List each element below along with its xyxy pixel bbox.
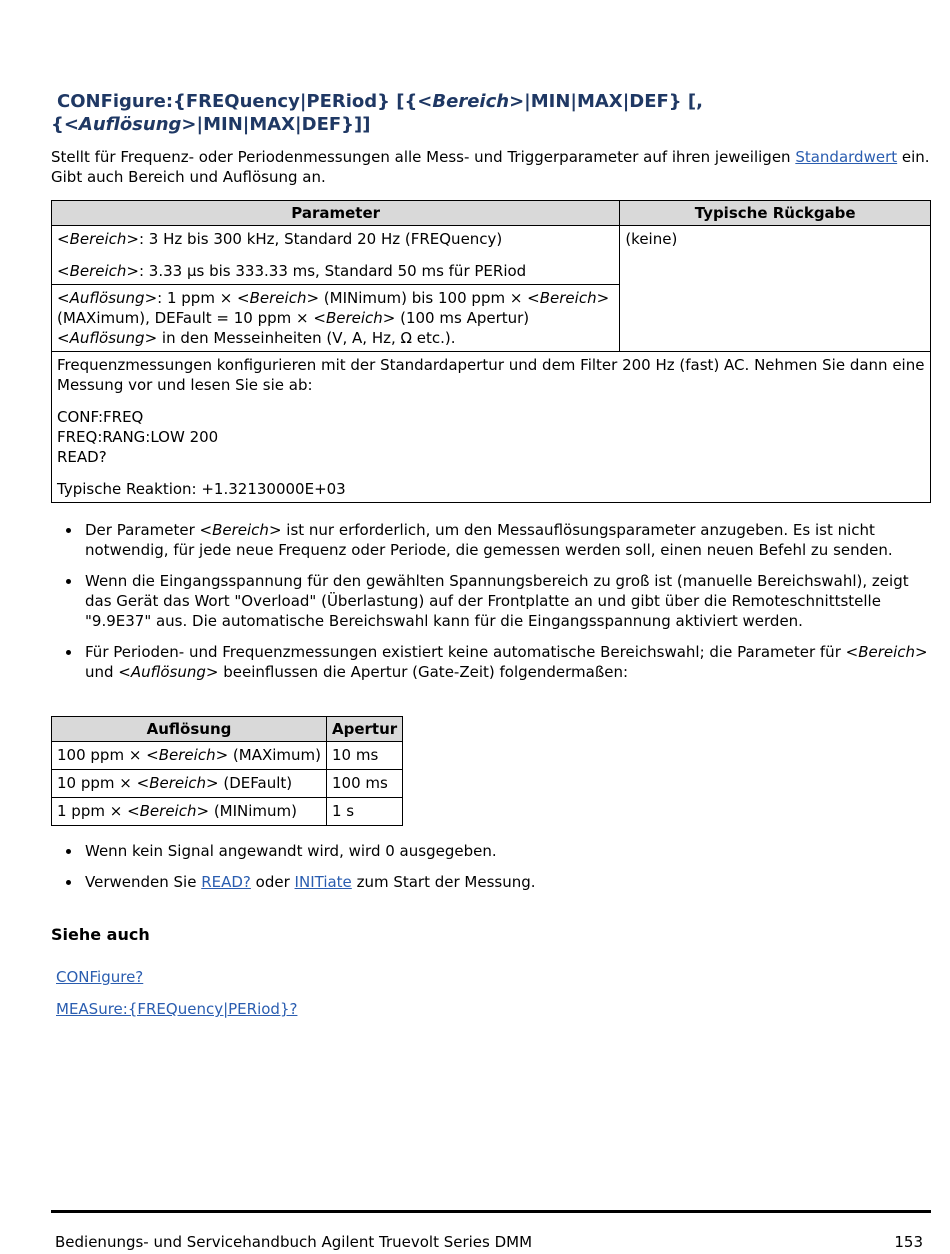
list-item: Wenn kein Signal angewandt wird, wird 0 ausgegeben. [51,841,931,861]
command-title [51,90,931,136]
list-item: Verwenden Sie READ? oder INITiate zum Start der Messung. [51,872,931,892]
initiate-link[interactable]: INITiate [294,873,352,891]
aperture-table [51,716,403,826]
header-parameter: Parameter [52,201,620,226]
resolution-cell: 1 ppm × <Bereich> (MINimum) [52,798,327,826]
table-row [52,770,403,798]
list-item: Der Parameter <Bereich> ist nur erforderlich, um den Messauflösungsparameter anzugeben. Es ist nicht notwendig, für jede neue Frequenz oder Periode, die gemessen werden soll, einen neuen Befehl zu senden. [51,520,931,560]
list-item: Für Perioden- und Frequenzmessungen existiert keine automatische Bereichswahl; die Parameter für <Bereich> und <Auflösung> beeinflussen die Apertur (Gate-Zeit) folgendermaßen: [51,642,931,682]
table-row [52,742,403,770]
aufloesung-cell: <Auflösung>: 1 ppm × <Bereich> (MINimum) bis 100 ppm × <Bereich> (MAXimum), DEFault = 10 ppm × <Bereich> (100 ms Apertur) <Auflösung> in den Messeinheiten (V, A, Hz, Ω etc.). [52,285,620,352]
notes-list [51,841,931,903]
bereich-frequency-text: <Bereich>: 3 Hz bis 300 kHz, Standard 20 Hz (FREQuency) [57,230,503,248]
typical-response: Typische Reaktion: +1.32130000E+03 [57,480,346,498]
see-also-heading: Siehe auch [51,925,150,944]
example-code [57,407,925,467]
code-line: FREQ:RANG:LOW 200 [57,428,219,446]
resolution-cell: 10 ppm × <Bereich> (DEFault) [52,770,327,798]
bereich-period-text: <Bereich>: 3.33 µs bis 333.33 ms, Standard 50 ms für PERiod [57,262,527,280]
parameter-table-header-row [52,201,931,226]
aperture-cell: 1 s [327,798,403,826]
header-apertur: Apertur [327,717,403,742]
command-title-line-2: {<Auflösung>|MIN|MAX|DEF}]] [51,114,371,135]
example-row [52,352,931,503]
footer-manual-title: Bedienungs- und Servicehandbuch Agilent Truevolt Series DMM [55,1233,533,1251]
measure-freq-period-link[interactable]: MEASure:{FREQuency|PERiod}? [56,1000,298,1018]
intro-paragraph: Stellt für Frequenz- oder Periodenmessungen alle Mess- und Triggerparameter auf ihren jeweiligen Standardwert ein. Gibt auch Bereich und Auflösung an. [51,148,930,186]
aperture-cell: 10 ms [327,742,403,770]
standardwert-link[interactable]: Standardwert [795,148,898,166]
bereich-cell [52,226,620,285]
list-item: Wenn die Eingangsspannung für den gewählten Spannungsbereich zu groß ist (manuelle Bereichswahl), zeigt das Gerät das Wort "Overload" (Überlastung) auf der Frontplatte an und gibt über die Remoteschnittstelle "9.9E37" aus. Die automatische Bereichswahl kann für die Eingangsspannung aktiviert werden. [51,571,931,631]
example-cell [52,352,931,503]
code-line: CONF:FREQ [57,408,144,426]
remarks-list [51,520,931,693]
parameter-table [51,200,931,503]
resolution-cell: 100 ppm × <Bereich> (MAXimum) [52,742,327,770]
code-line: READ? [57,448,107,466]
aperture-cell: 100 ms [327,770,403,798]
aperture-table-header-row [52,717,403,742]
header-typische-rueckgabe: Typische Rückgabe [620,201,931,226]
footer-divider [51,1210,931,1213]
table-row [52,798,403,826]
header-aufloesung: Auflösung [52,717,327,742]
configure-query-link[interactable]: CONFigure? [56,968,144,986]
page-number: 153 [894,1233,923,1251]
command-title-line-1: CONFigure:{FREQuency|PERiod} [{<Bereich>|MIN|MAX|DEF} [, [57,91,703,112]
read-link[interactable]: READ? [201,873,251,891]
bereich-row [52,226,931,285]
example-description: Frequenzmessungen konfigurieren mit der Standardapertur und dem Filter 200 Hz (fast) AC. Nehmen Sie dann eine Messung vor und lesen Sie sie ab: [57,356,925,394]
return-value-cell: (keine) [620,226,931,352]
